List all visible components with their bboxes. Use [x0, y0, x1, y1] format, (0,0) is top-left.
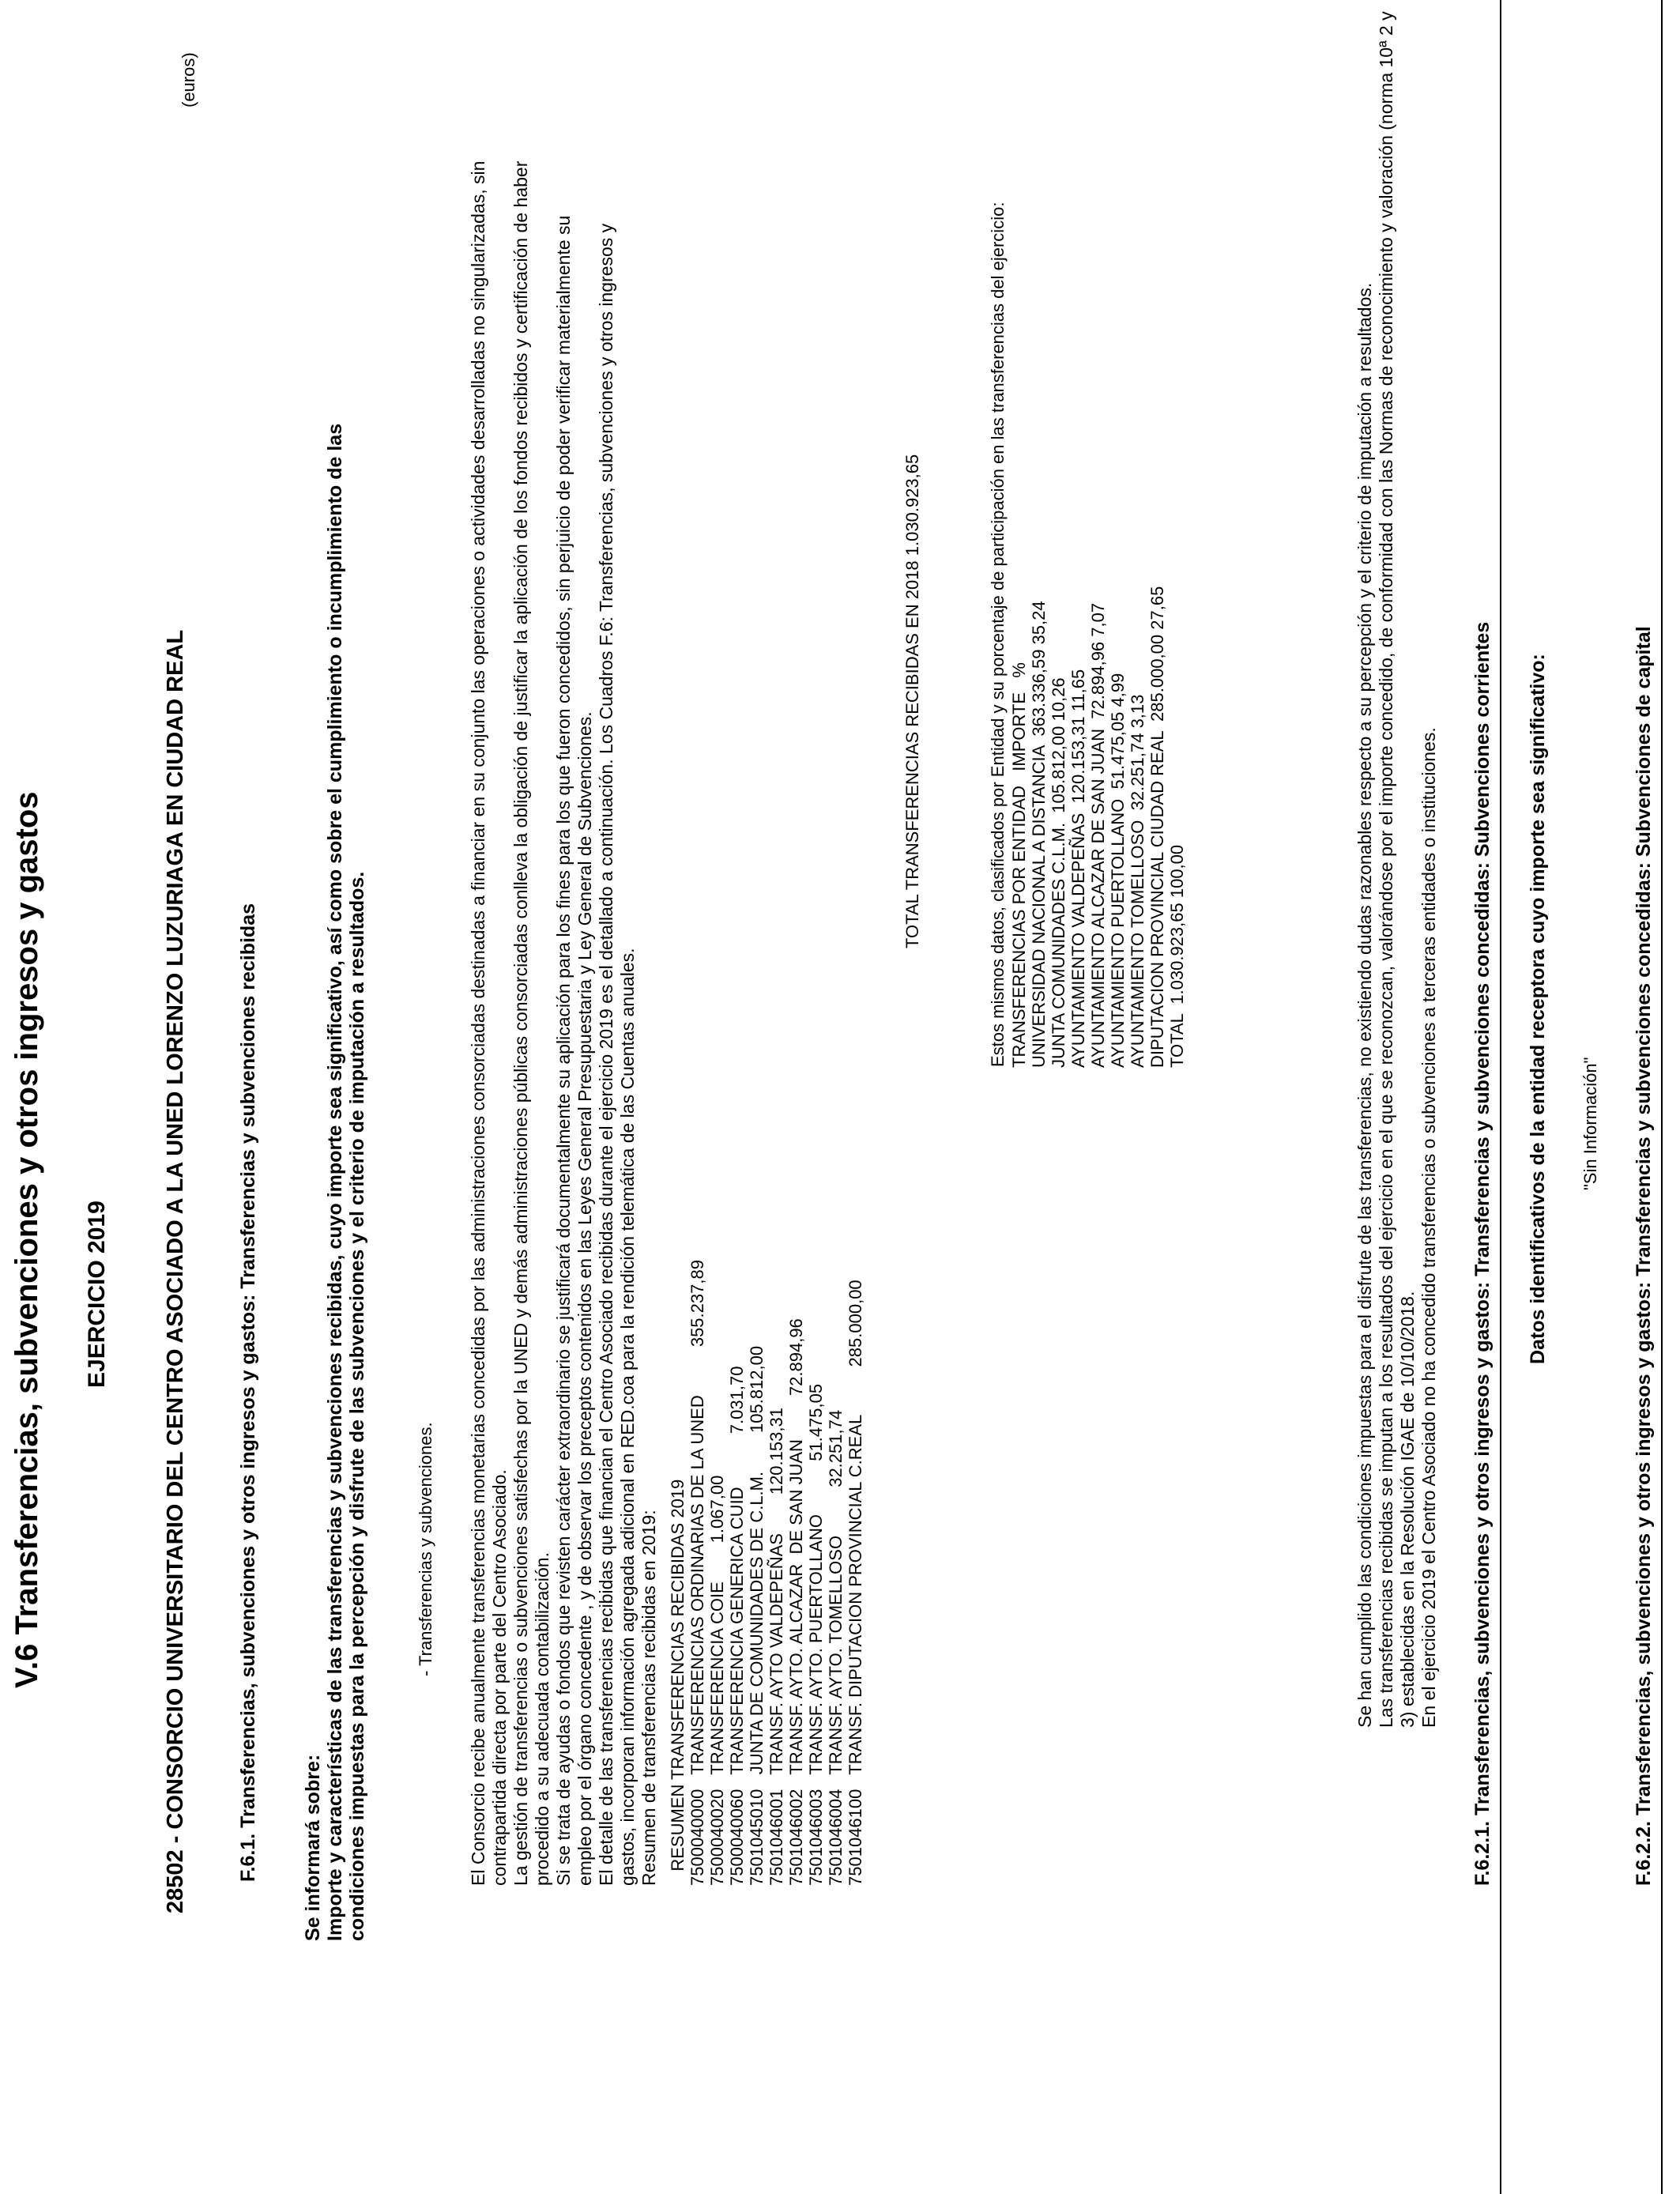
table-row: 7501046001 TRANSF. AYTO VALDEPEÑAS 120.153,31	[767, 1408, 786, 1886]
para-line: Si se trata de ayudas o fondos que revisten carácter extraordinario se justificará documentalmente su aplicación para los fines para los que fueron concedidos, sin perjuicio de poder verificar materialmente su	[553, 215, 574, 1886]
para-line: empleo por el órgano concedente , y de observar los preceptos contenidos en las Leyes General Presupuestaria y Ley General de Subvenciones.	[574, 711, 595, 1886]
section-f621-heading: F.6.2.1. Transferencias, subvenciones y otros ingresos y gastos: Transferencias y subvenciones concedidas: Subvenciones corrientes	[1471, 621, 1494, 1886]
para-line: 3) establecidas en la Resolución IGAE de 10/10/2018.	[1397, 1291, 1418, 1728]
para-line: Las transferencias recibidas se imputan a los resultados del ejercicio en el que se reconozcan, valorándose por el importe concedido, de conformidad con las Normas de reconocimiento y valoración (norma 10ª 2 y	[1376, 11, 1396, 1728]
table-row: TOTAL 1.030.923,65 100,00	[1167, 844, 1187, 1068]
section-divider	[1661, 0, 1663, 2194]
table-row: 7500040020 TRANSFERENCIA COIE 1.067,00	[707, 1475, 727, 1886]
para-line: El detalle de las transferencias recibidas que financian el Centro Asociado recibidas durante el ejercicio 2019 es el detallado a continuación. Los Cuadros F.6: Transferencias, subvenciones y otros ingresos y	[596, 223, 616, 1886]
para-line: procedido a su adecuada contabilización.	[532, 1552, 552, 1886]
informara-line-2: condiciones impuestas para la percepción y disfrute de las subvenciones y el criterio de imputación a resultados.	[346, 871, 368, 1941]
table-row: AYUNTAMIENTO VALDEPEÑAS 120.153,31 11,65	[1068, 669, 1088, 1068]
table-row: AYUNTAMIENTO TOMELLOSO 32.251,74 3,13	[1128, 694, 1147, 1068]
table-row: 7501046100 TRANSF. DIPUTACION PROVINCIAL C.REAL 285.000,00	[846, 1280, 865, 1886]
table-row: RESUMEN TRANSFERENCIAS RECIBIDAS 2019	[668, 1479, 687, 1886]
para-line: En el ejercicio 2019 el Centro Asociado no ha concedido transferencias o subvenciones a terceras entidades o instituciones.	[1418, 727, 1439, 1728]
section-divider	[1500, 0, 1501, 2194]
table-row: UNIVERSIDAD NACIONAL A DISTANCIA 363.336,59 35,24	[1029, 601, 1049, 1068]
table-row: 7501045010 JUNTA DE COMUNIDADES DE C.L.M. 105.812,00	[747, 1345, 767, 1886]
table-row: JUNTA COMUNIDADES C.L.M. 105.812,00 10,26	[1049, 677, 1068, 1068]
informara-label: Se informará sobre:	[302, 1754, 324, 1941]
para-line: El Consorcio recibe anualmente transferencias monetarias concedidas por las administraciones consorciadas destinadas a financiar en su conjunto las operaciones o actividades desarrolladas no singularizadas, sin	[468, 160, 488, 1886]
receptora-heading: Datos identificativos de la entidad receptora cuyo importe sea significativo:	[1527, 654, 1549, 1364]
table-row: AYUNTAMIENTO ALCAZAR DE SAN JUAN 72.894,96 7,07	[1088, 602, 1108, 1068]
para-line: Resumen de transferencias recibidas en 2019:	[638, 1510, 659, 1886]
table-row: DIPUTACION PROVINCIAL CIUDAD REAL 285.000,00 27,65	[1147, 586, 1167, 1068]
table-row: TRANSFERENCIAS POR ENTIDAD IMPORTE %	[1009, 662, 1029, 1068]
bullet-transferencias: - Transferencias y subvenciones.	[416, 1422, 435, 1676]
intro-paragraph	[468, 161, 660, 1886]
informara-line-1: Importe y características de las transferencias y subvenciones recibidas, cuyo importe sea significativo, así como sobre el cumplimiento o incumplimiento de las	[324, 423, 346, 1941]
para-line: contrapartida directa por parte del Centro Asociado.	[489, 1469, 510, 1886]
table-row: 7501046003 TRANSF. AYTO. PUERTOLLANO 51.475,05	[806, 1383, 826, 1886]
table-row: 7501046004 TRANSF. AYTO. TOMELLOSO 32.251,74	[826, 1409, 846, 1886]
section-f622-heading: F.6.2.2. Transferencias, subvenciones y otros ingresos y gastos: Transferencias y subvenciones concedidas: Subvenciones de capital	[1633, 626, 1655, 1886]
page-title: V.6 Transferencias, subvenciones y otros ingresos y gastos	[9, 791, 44, 1688]
sin-informacion: "Sin Información"	[1580, 1057, 1600, 1190]
section-f61-heading: F.6.1. Transferencias, subvenciones y otros ingresos y gastos: Transferencias y subvenciones recibidas	[237, 903, 259, 1882]
resumen-table	[668, 1260, 865, 1886]
para-line: Se han cumplido las condiciones impuestas para el disfrute de las transferencias, no existiendo dudas razonables respecto a su percepción y el criterio de imputación a resultados.	[1354, 282, 1375, 1728]
table-row: 7501046002 TRANSF. AYTO. ALCAZAR DE SAN JUAN 72.894,96	[786, 1318, 806, 1886]
entity-title: 28502 - CONSORCIO UNIVERSITARIO DEL CENTRO ASOCIADO A LA UNED LORENZO LUZURIAGA EN CIUDAD REAL	[163, 629, 188, 1913]
fiscal-year: EJERCICIO 2019	[84, 1201, 110, 1388]
para-line: gastos, incorporan información agregada adicional en RED.coa para la rendición telemática de las Cuentas anuales.	[617, 948, 638, 1886]
table-row: 7500040000 TRANSFERENCIAS ORDINARIAS DE LA UNED 355.237,89	[687, 1260, 707, 1886]
para-line: La gestión de transferencias o subvenciones satisfechas por la UNED y demás administraciones públicas consorciadas conlleva la obligación de justificar la aplicación de los fondos recibidos y certificación de haber	[510, 160, 531, 1886]
table-row: 7500040060 TRANSFERENCIA GENERICA CUID 7.031,70	[727, 1366, 747, 1886]
table-row: AYUNTAMIENTO PUERTOLLANO 51.475,05 4,99	[1108, 673, 1128, 1068]
entity-intro: Estos mismos datos, clasificados por Entidad y su porcentaje de participación en las transferencias del ejercicio:	[988, 202, 1008, 1067]
units-label: (euros)	[179, 52, 198, 107]
closing-paragraph	[1354, 11, 1440, 1728]
entity-table	[1009, 586, 1187, 1068]
total-2018: TOTAL TRANSFERENCIAS RECIBIDAS EN 2018 1.030.923,65	[902, 454, 922, 948]
